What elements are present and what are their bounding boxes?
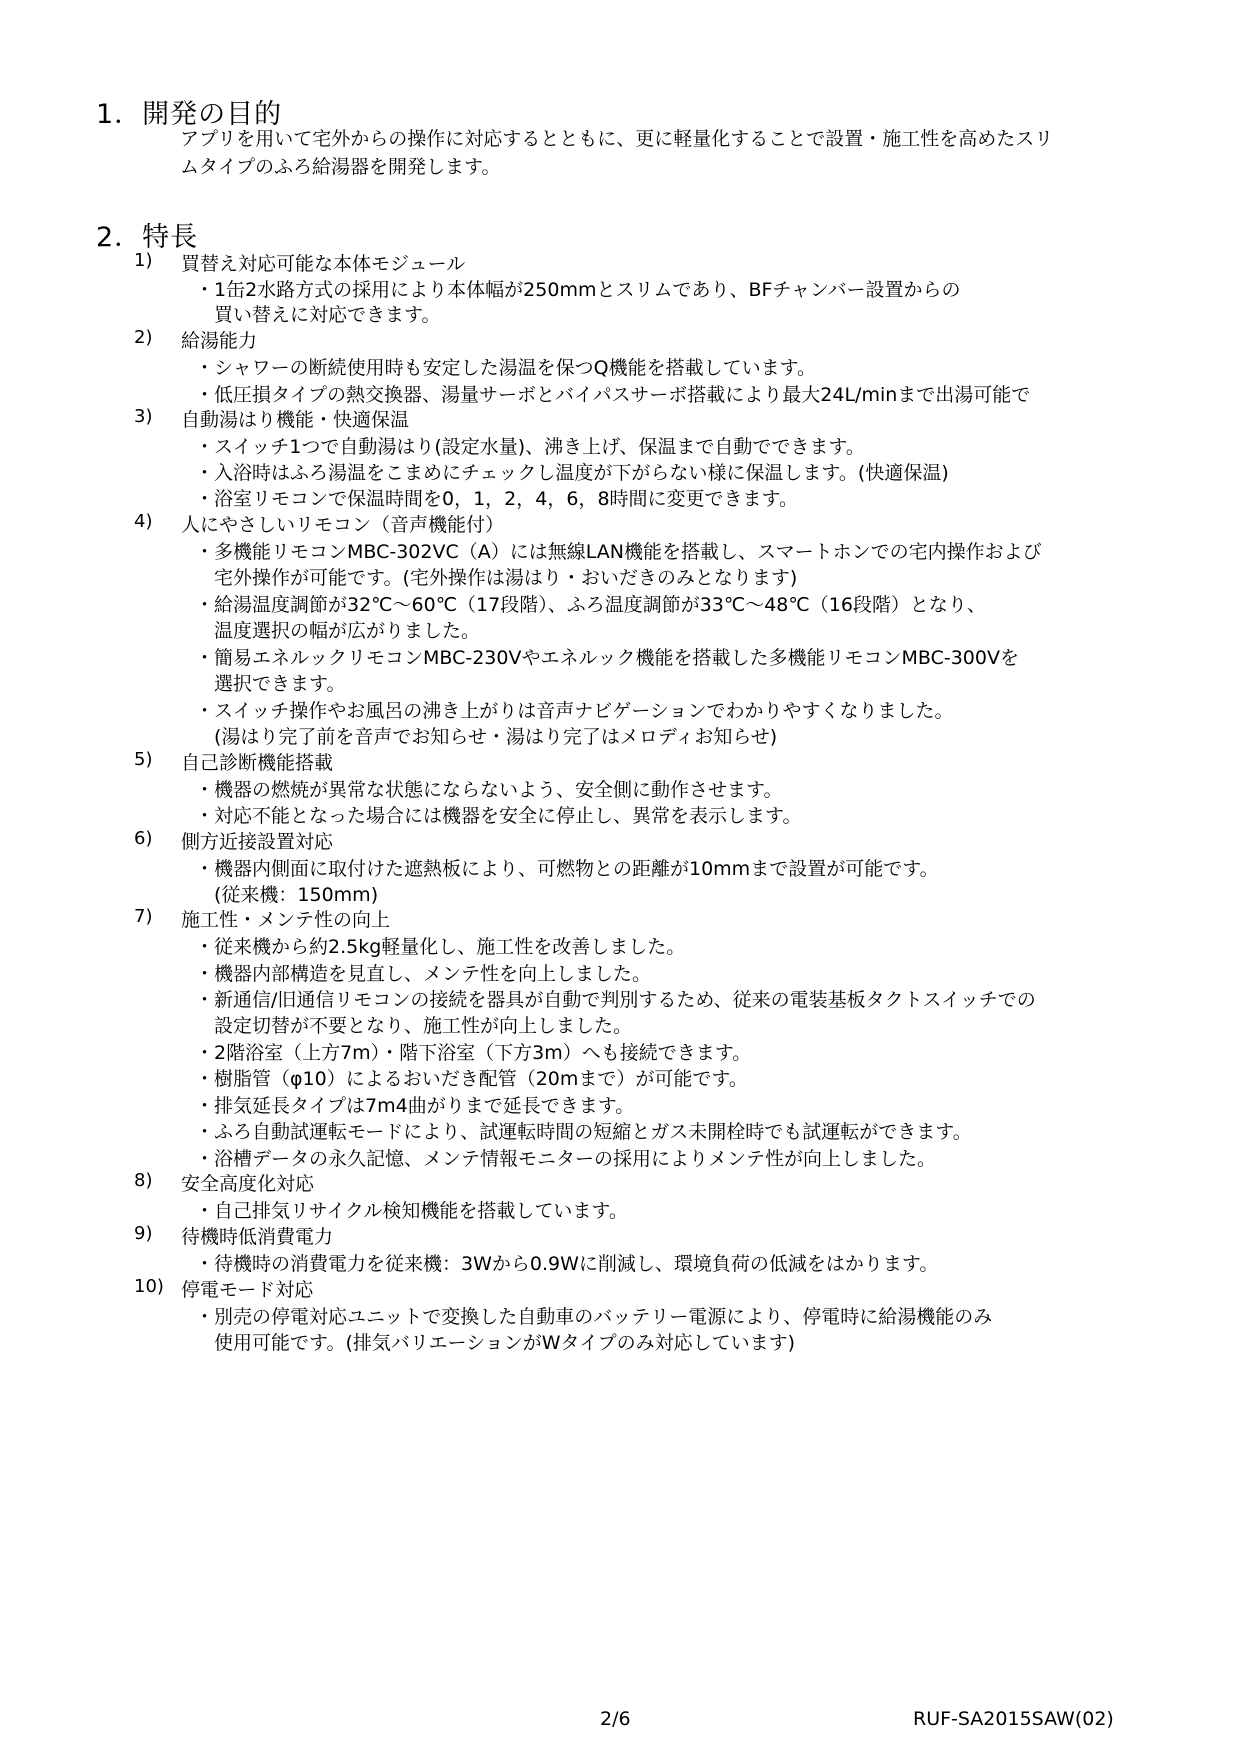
item-1-number: 1) (134, 250, 153, 271)
item-10-title: 停電モード対応 (181, 1279, 314, 1301)
item-7-line-8: ・ふろ自動試運転モードにより、試運転時間の短縮とガス未開栓時でも試運転ができます。 (195, 1121, 972, 1143)
item-7-number: 7) (134, 906, 153, 927)
section1-body-line-1: アプリを用いて宅外からの操作に対応するとともに、更に軽量化することで設置・施工性を高めたスリ (180, 128, 1054, 150)
item-5-line-2: ・対応不能となった場合には機器を安全に停止し、異常を表示します。 (195, 805, 802, 827)
item-1-title: 買替え対応可能な本体モジュール (181, 253, 466, 275)
item-7-line-9: ・浴槽データの永久記憶、メンテ情報モニターの採用によりメンテ性が向上しました。 (195, 1148, 937, 1170)
item-5-line-1: ・機器の燃焼が異常な状態にならないよう、安全側に動作させます。 (195, 779, 783, 801)
item-6-title: 側方近接設置対応 (181, 831, 334, 853)
item-4-line-5: ・簡易エネルックリモコンMBC-230Vやエネルック機能を搭載した多機能リモコンMBC-300Vを (195, 647, 1019, 669)
page-number: 2/6 (600, 1708, 631, 1730)
item-5-number: 5) (134, 749, 153, 770)
item-4-line-2: 宅外操作が可能です。(宅外操作は湯はり・おいだきのみとなります) (195, 567, 798, 589)
item-4-line-3: ・給湯温度調節が32℃～60℃（17段階）、ふろ温度調節が33℃～48℃（16段階）となり、 (195, 594, 986, 616)
item-8-line-1: ・自己排気リサイクル検知機能を搭載しています。 (195, 1200, 628, 1222)
item-9-number: 9) (134, 1223, 153, 1244)
item-7-line-4: 設定切替が不要となり、施工性が向上しました。 (195, 1015, 633, 1037)
item-4-line-1: ・多機能リモコンMBC-302VC（A）には無線LAN機能を搭載し、スマートホンでの宅内操作および (195, 541, 1042, 563)
document-code: RUF-SA2015SAW(02) (913, 1708, 1114, 1730)
item-6-line-2: (従来機：150mm) (195, 884, 379, 906)
item-2-line-2: ・低圧損タイプの熱交換器、湯量サーボとバイパスサーボ搭載により最大24L/minまで出湯可能で (195, 384, 1031, 406)
item-3-line-3: ・浴室リモコンで保温時間を0，1，2，4，6，8時間に変更できます。 (195, 488, 799, 510)
item-4-line-6: 選択できます。 (195, 673, 346, 695)
item-9-title: 待機時低消費電力 (181, 1226, 334, 1248)
item-1-line-2: 買い替えに対応できます。 (195, 304, 441, 326)
item-2-number: 2) (134, 327, 153, 348)
item-3-line-1: ・スイッチ1つで自動湯はり(設定水量)、沸き上げ、保温まで自動でできます。 (195, 436, 865, 458)
item-7-title: 施工性・メンテ性の向上 (181, 909, 391, 931)
item-2-line-1: ・シャワーの断続使用時も安定した湯温を保つQ機能を搭載しています。 (195, 357, 817, 379)
item-7-line-1: ・従来機から約2.5kg軽量化し、施工性を改善しました。 (195, 936, 686, 958)
item-7-line-6: ・樹脂管（φ10）によるおいだき配管（20mまで）が可能です。 (195, 1068, 748, 1090)
item-7-line-5: ・2階浴室（上方7m）・階下浴室（下方3m）へも接続できます。 (195, 1042, 752, 1064)
item-4-line-4: 温度選択の幅が広がりました。 (195, 620, 481, 642)
item-4-title: 人にやさしいリモコン（音声機能付） (181, 514, 505, 536)
item-3-line-2: ・入浴時はふろ湯温をこまめにチェックし温度が下がらない様に保温します。(快適保温) (195, 462, 949, 484)
item-5-title: 自己診断機能搭載 (181, 752, 334, 774)
item-7-line-3: ・新通信/旧通信リモコンの接続を器具が自動で判別するため、従来の電装基板タクトスイッチでの (195, 989, 1036, 1011)
item-4-line-7: ・スイッチ操作やお風呂の沸き上がりは音声ナビゲーションでわかりやすくなりました。 (195, 700, 954, 722)
item-3-title: 自動湯はり機能・快適保温 (181, 409, 410, 431)
item-6-line-1: ・機器内側面に取付けた遮熱板により、可燃物との距離が10mmまで設置が可能です。 (195, 858, 939, 880)
item-10-line-1: ・別売の停電対応ユニットで変換した自動車のバッテリー電源により、停電時に給湯機能のみ (195, 1306, 993, 1328)
item-7-line-7: ・排気延長タイプは7m4曲がりまで延長できます。 (195, 1095, 635, 1117)
section1-heading: 1．開発の目的 (96, 99, 283, 130)
item-8-number: 8) (134, 1170, 153, 1191)
item-7-line-2: ・機器内部構造を見直し、メンテ性を向上しました。 (195, 963, 652, 985)
section1-body-line-2: ムタイプのふろ給湯器を開発します。 (180, 156, 501, 178)
item-10-number: 10) (134, 1276, 164, 1297)
item-4-number: 4) (134, 511, 153, 532)
item-1-line-1: ・1缶2水路方式の採用により本体幅が250mmとスリムであり、BFチャンバー設置からの (195, 279, 961, 301)
item-8-title: 安全高度化対応 (181, 1173, 315, 1195)
item-6-number: 6) (134, 828, 153, 849)
item-3-number: 3) (134, 406, 153, 427)
section2-heading: 2．特長 (96, 222, 199, 253)
item-9-line-1: ・待機時の消費電力を従来機：3Wから0.9Wに削減し、環境負荷の低減をはかります。 (195, 1253, 939, 1275)
item-2-title: 給湯能力 (181, 330, 258, 352)
item-10-line-2: 使用可能です。(排気バリエーションがWタイプのみ対応しています) (195, 1332, 796, 1354)
item-4-line-8: (湯はり完了前を音声でお知らせ・湯はり完了はメロディお知らせ) (195, 726, 778, 748)
